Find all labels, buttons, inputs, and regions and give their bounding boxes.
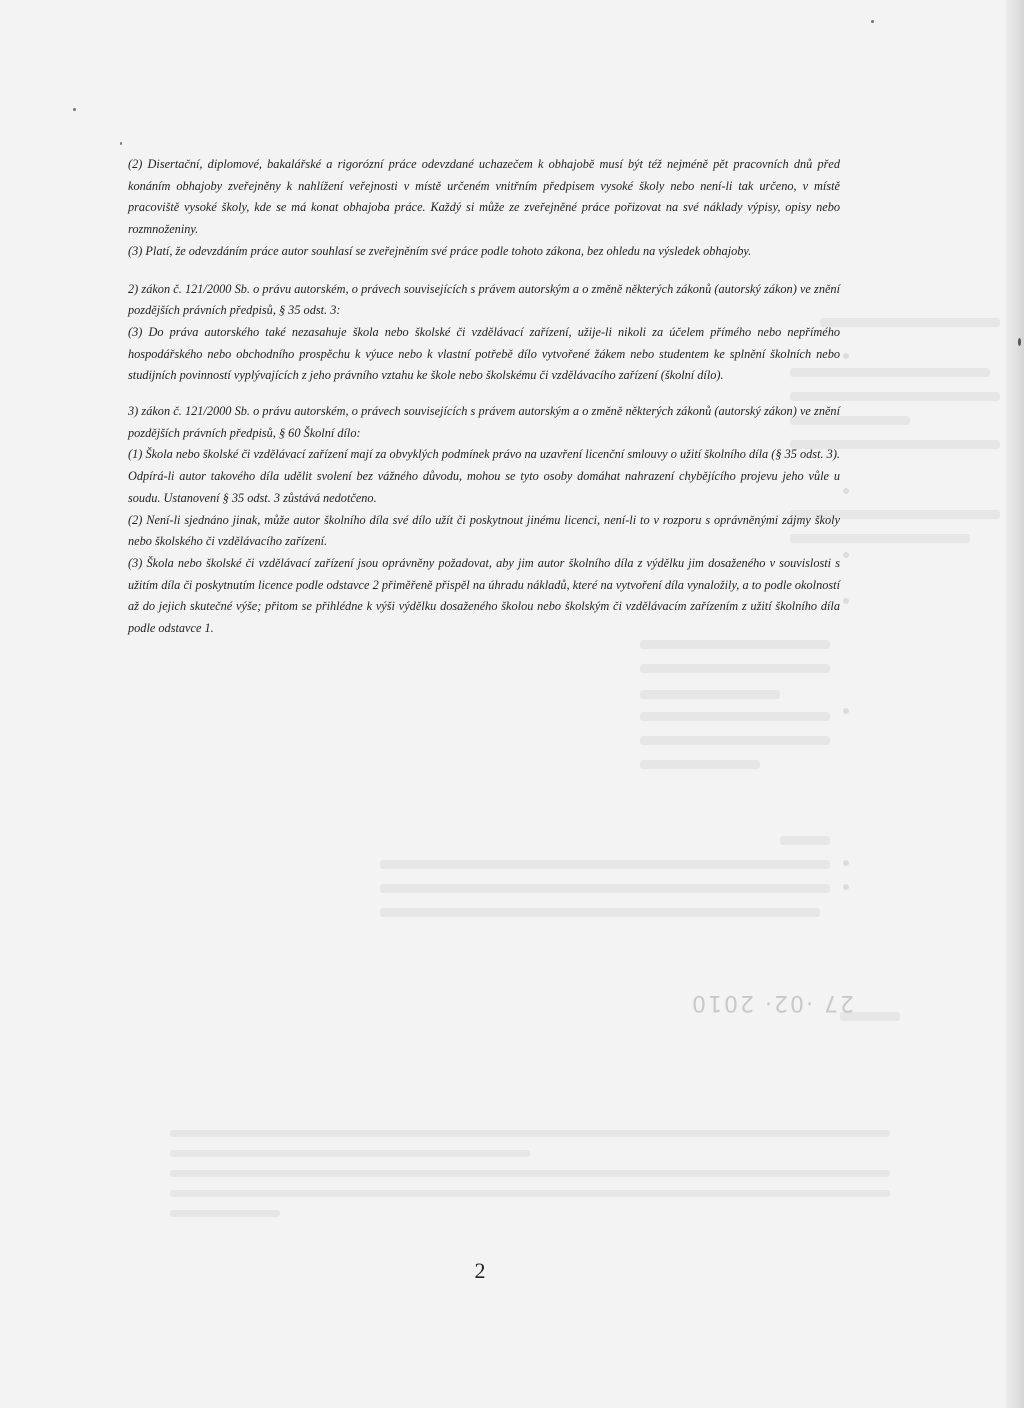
scan-speck	[871, 20, 874, 23]
legal-text-body	[128, 154, 840, 640]
footnote-2-heading: 2) zákon č. 121/2000 Sb. o právu autorském, o právech souvisejících s právem autorským a o změně některých zákonů (autorský zákon) ve znění pozdějších právních předpisů, § 35 odst. 3:	[128, 281, 840, 318]
footnote-3-heading: 3) zákon č. 121/2000 Sb. o právu autorském, o právech souvisejících s právem autorským a o změně některých zákonů (autorský zákon) ve znění pozdějších právních předpisů, § 60 Školní dílo:	[128, 404, 840, 440]
paragraph-disertation-publication: (2) Disertační, diplomové, bakalářské a rigorózní práce odevzdané uchazečem k obhajobě musí být též nejméně pět pracovních dnů před konáním obhajoby zveřejněny k nahlížení veřejnosti v místě určeném vnitřním předpisem vysoké školy nebo není-li tak určeno, v místě pracoviště vysoké školy, kde se má konat obhajoba práce. Každý si může ze zveřejněné práce pořizovat na své náklady výpisy, opisy nebo rozmnoženiny.	[128, 157, 840, 237]
scan-border	[1006, 0, 1024, 1408]
footnote-3-section-1: (1) Škola nebo školské či vzdělávací zařízení mají za obvyklých podmínek právo na uzavření licenční smlouvy o užití školního díla (§ 35 odst. 3). Odpírá-li autor takového díla udělit svolení bez vážného důvodu, mohou se tyto osoby domáhat nahrazení chybějícího projevu jeho vůle u soudu. Ustanovení § 35 odst. 3 zůstává nedotčeno.	[128, 447, 840, 505]
scan-speck	[1018, 338, 1021, 346]
footnote-2-section-3: (3) Do práva autorského také nezasahuje škola nebo školské či vzdělávací zařízení, užije-li nikoli za účelem přímého nebo nepřímého hospodářského nebo obchodního prospěchu k výuce nebo k vlastní potřebě dílo vytvořené žákem nebo studentem ke splnění školních nebo studijních povinností vyplývajících z jeho právního vztahu ke škole nebo školskému či vzdělávacího zařízení (školní dílo).	[128, 324, 840, 383]
footnote-3-section-2: (2) Není-li sjednáno jinak, může autor školního díla své dílo užít či poskytnout jinému licenci, není-li to v rozporu s oprávněnými zájmy školy nebo školského či vzdělávacího zařízení.	[128, 512, 840, 549]
paragraph-consent-publication: (3) Platí, že odevzdáním práce autor souhlasí se zveřejněním své práce podle tohoto zákona, bez ohledu na výsledek obhajoby.	[128, 243, 752, 258]
scan-speck	[120, 142, 122, 145]
scan-speck	[73, 108, 76, 111]
footnote-3-section-3: (3) Škola nebo školské či vzdělávací zařízení jsou oprávněny požadovat, aby jim autor školního díla z výdělku jim dosaženého v souvislosti s užitím díla či poskytnutím licence podle odstavce 2 přiměřeně přispěl na úhradu nákladů, které na vytvoření díla vynaložily, a to podle okolností až do jejich skutečné výše; přitom se přihlédne k výši výdělku dosaženého školou nebo školským či vzdělávacím zařízením z užití školního díla podle odstavce 1.	[128, 555, 840, 636]
bleed-through-background: 27 ·02· 2010	[0, 0, 1024, 1408]
page-number: 2	[474, 1258, 486, 1283]
